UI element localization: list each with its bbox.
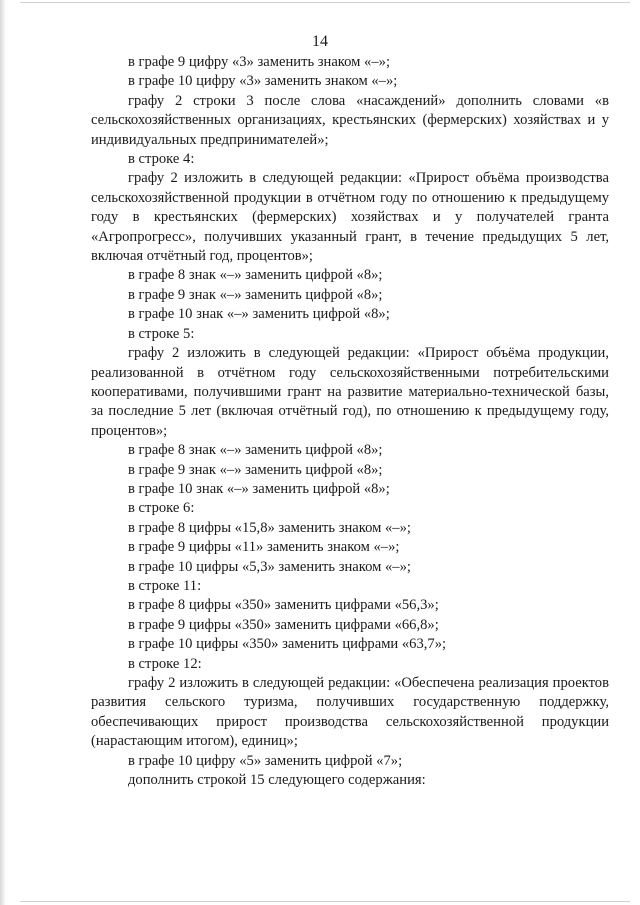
paragraph-8: в графе 10 знак «–» заменить цифрой «8»;	[128, 306, 390, 323]
paragraph-4: в строке 4:	[128, 151, 195, 168]
paragraph-19: в графе 8 цифры «350» заменить цифрами «56,3»;	[128, 597, 439, 614]
paragraph-11: в графе 8 знак «–» заменить цифрой «8»;	[128, 442, 383, 459]
paragraph-23: графу 2 изложить в следующей редакции: «Обеспечена реализация проектов развития сельского туризма, получивших государственную поддержку, обеспечивающих прирост производства сельскохозяйственной продукции (нарастающим итогом), единиц»;	[91, 675, 609, 750]
scan-bottom-border	[20, 901, 630, 902]
paragraph-1: в графе 9 цифру «3» заменить знаком «–»;	[128, 54, 390, 70]
page-number: 14	[312, 33, 328, 50]
paragraph-21: в графе 10 цифры «350» заменить цифрами «63,7»;	[128, 636, 447, 653]
scan-edge-shadow	[0, 0, 6, 905]
paragraph-7: в графе 9 знак «–» заменить цифрой «8»;	[128, 286, 383, 303]
paragraph-14: в строке 6:	[128, 500, 195, 517]
paragraph-9: в строке 5:	[128, 325, 195, 342]
paragraph-20: в графе 9 цифры «350» заменить цифрами «66,8»;	[128, 616, 439, 633]
scan-top-border	[20, 2, 630, 3]
paragraph-3: графу 2 строки 3 после слова «насаждений» дополнить словами «в сельскохозяйственных организациях, крестьянских (фермерских) хозяйствах и у индивидуальных предпринимателей»;	[91, 92, 609, 148]
paragraph-5: графу 2 изложить в следующей редакции: «Прирост объёма производства сельскохозяйственной продукции в отчётном году по отношению к предыдущему году в крестьянских (фермерских) хозяйствах и у получателей гранта «Агропрогресс», получивших указанный грант, в течение предыдущих 5 лет, включая отчётный год, процентов»;	[91, 170, 609, 265]
paragraph-12: в графе 9 знак «–» заменить цифрой «8»;	[128, 461, 383, 478]
paragraph-25: дополнить строкой 15 следующего содержания:	[128, 772, 426, 789]
paragraph-10: графу 2 изложить в следующей редакции: «Прирост объёма продукции, реализованной в отчётном году сельскохозяйственными потребительскими кооперативами, получившими грант на развитие материально-технической базы, за последние 5 лет (включая отчётный год), по отношению к предыдущему году, процентов»;	[91, 345, 609, 439]
document-body	[91, 53, 609, 790]
paragraph-15: в графе 8 цифры «15,8» заменить знаком «–»;	[128, 519, 411, 536]
paragraph-24: в графе 10 цифру «5» заменить цифрой «7»;	[128, 752, 403, 769]
paragraph-22: в строке 12:	[128, 655, 202, 672]
paragraph-6: в графе 8 знак «–» заменить цифрой «8»;	[128, 267, 383, 284]
paragraph-17: в графе 10 цифры «5,3» заменить знаком «–»;	[128, 558, 411, 575]
paragraph-18: в строке 11:	[128, 577, 202, 594]
paragraph-16: в графе 9 цифры «11» заменить знаком «–»;	[128, 539, 400, 556]
paragraph-13: в графе 10 знак «–» заменить цифрой «8»;	[128, 480, 390, 497]
paragraph-2: в графе 10 цифру «3» заменить знаком «–»;	[128, 73, 398, 90]
